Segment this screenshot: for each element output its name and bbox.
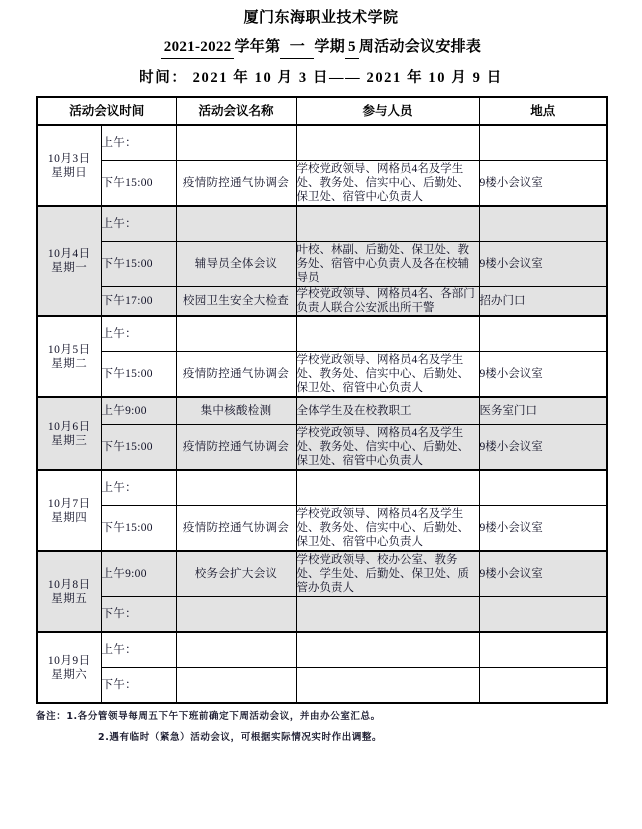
participants-cell: 全体学生及在校教职工 bbox=[296, 397, 479, 425]
participants-cell: 学校党政领导、网格员4名及学生处、教务处、信实中心、后勤处、保卫处、宿管中心负责人 bbox=[296, 425, 479, 471]
notes-item-1: 1.各分管领导每周五下午下班前确定下周活动会议，并由办公室汇总。 bbox=[66, 711, 381, 722]
time-cell: 下午： bbox=[101, 668, 176, 704]
table-header bbox=[37, 97, 607, 125]
subtitle-text-after-year: 学年第 bbox=[234, 39, 281, 55]
weekday-label: 星期五 bbox=[51, 592, 88, 605]
date-range-line: 时间： 2021 年 10 月 3 日—— 2021 年 10 月 9 日 bbox=[139, 70, 503, 86]
notes-label: 备注： bbox=[36, 711, 67, 722]
time-cell: 下午15:00 bbox=[101, 425, 176, 471]
location-cell: 9楼小会议室 bbox=[479, 242, 607, 287]
table-row bbox=[37, 551, 607, 597]
notes-block bbox=[36, 709, 642, 745]
weekday-label: 星期日 bbox=[51, 166, 88, 179]
date-label: 10月3日 bbox=[47, 152, 91, 165]
date-label: 10月5日 bbox=[47, 343, 91, 356]
weekday-label: 星期六 bbox=[51, 668, 88, 681]
location-cell bbox=[479, 206, 607, 242]
meeting-name-cell: 疫情防控通气协调会 bbox=[176, 352, 296, 398]
subtitle-text-after-term: 学期 bbox=[314, 39, 345, 55]
date-cell bbox=[37, 397, 101, 470]
participants-cell bbox=[296, 668, 479, 704]
date-cell bbox=[37, 551, 101, 632]
location-cell bbox=[479, 632, 607, 668]
participants-cell bbox=[296, 470, 479, 506]
meeting-name-cell: 疫情防控通气协调会 bbox=[176, 425, 296, 471]
table-row bbox=[37, 632, 607, 668]
location-cell bbox=[479, 668, 607, 704]
notes-line-1 bbox=[36, 709, 642, 724]
table-row bbox=[37, 206, 607, 242]
location-cell: 医务室门口 bbox=[479, 397, 607, 425]
meeting-name-cell: 疫情防控通气协调会 bbox=[176, 161, 296, 207]
time-cell: 上午： bbox=[101, 316, 176, 352]
document-subtitle bbox=[0, 37, 642, 59]
date-cell bbox=[37, 470, 101, 551]
date-label: 10月6日 bbox=[47, 420, 91, 433]
meeting-name-cell: 疫情防控通气协调会 bbox=[176, 506, 296, 552]
time-cell: 下午： bbox=[101, 597, 176, 633]
table-row bbox=[37, 352, 607, 398]
participants-cell bbox=[296, 632, 479, 668]
date-label: 10月8日 bbox=[47, 578, 91, 591]
date-cell bbox=[37, 632, 101, 703]
page-title: 厦门东海职业技术学院 bbox=[243, 10, 399, 26]
table-header-row bbox=[37, 97, 607, 125]
meeting-name-cell bbox=[176, 206, 296, 242]
location-cell: 9楼小会议室 bbox=[479, 352, 607, 398]
participants-cell: 叶校、林副、后勤处、保卫处、教务处、宿管中心负责人及各在校辅导员 bbox=[296, 242, 479, 287]
time-cell: 下午15:00 bbox=[101, 352, 176, 398]
meeting-name-cell: 校园卫生安全大检查 bbox=[176, 287, 296, 317]
weekday-label: 星期四 bbox=[51, 511, 88, 524]
location-cell: 9楼小会议室 bbox=[479, 425, 607, 471]
time-cell: 上午： bbox=[101, 470, 176, 506]
time-cell: 上午： bbox=[101, 632, 176, 668]
location-cell: 9楼小会议室 bbox=[479, 161, 607, 207]
time-cell: 上午： bbox=[101, 125, 176, 161]
participants-cell bbox=[296, 316, 479, 352]
participants-cell bbox=[296, 597, 479, 633]
subtitle-text-after-week: 周活动会议安排表 bbox=[358, 39, 482, 55]
date-cell bbox=[37, 316, 101, 397]
time-cell: 上午： bbox=[101, 206, 176, 242]
table-row bbox=[37, 470, 607, 506]
date-label: 10月9日 bbox=[47, 654, 91, 667]
time-cell: 下午15:00 bbox=[101, 506, 176, 552]
table-row bbox=[37, 668, 607, 704]
table-row bbox=[37, 161, 607, 207]
participants-cell: 学校党政领导、网格员4名及学生处、教务处、信实中心、后勤处、保卫处、宿管中心负责人 bbox=[296, 161, 479, 207]
date-label: 10月7日 bbox=[47, 497, 91, 510]
participants-cell bbox=[296, 206, 479, 242]
location-cell bbox=[479, 316, 607, 352]
location-cell bbox=[479, 125, 607, 161]
schedule-table bbox=[36, 96, 608, 704]
location-cell bbox=[479, 470, 607, 506]
column-header-people: 参与人员 bbox=[296, 97, 479, 125]
date-cell bbox=[37, 125, 101, 206]
column-header-time: 活动会议时间 bbox=[37, 97, 176, 125]
meeting-name-cell bbox=[176, 632, 296, 668]
meeting-name-cell: 辅导员全体会议 bbox=[176, 242, 296, 287]
time-cell: 下午15:00 bbox=[101, 161, 176, 207]
date-cell bbox=[37, 206, 101, 316]
participants-cell bbox=[296, 125, 479, 161]
weekday-label: 星期二 bbox=[51, 357, 88, 370]
time-cell: 下午15:00 bbox=[101, 242, 176, 287]
notes-line-2: 2.遇有临时（紧急）活动会议，可根据实际情况实时作出调整。 bbox=[98, 732, 383, 743]
meeting-name-cell bbox=[176, 316, 296, 352]
table-row bbox=[37, 597, 607, 633]
weekday-label: 星期一 bbox=[51, 262, 88, 274]
meeting-name-cell: 集中核酸检测 bbox=[176, 397, 296, 425]
meeting-name-cell bbox=[176, 597, 296, 633]
subtitle-term: 一 bbox=[280, 37, 314, 59]
column-header-name: 活动会议名称 bbox=[176, 97, 296, 125]
table-row bbox=[37, 125, 607, 161]
meeting-name-cell bbox=[176, 125, 296, 161]
table-row bbox=[37, 287, 607, 317]
document-page bbox=[0, 8, 642, 829]
participants-cell: 学校党政领导、校办公室、教务处、学生处、后勤处、保卫处、质管办负责人 bbox=[296, 551, 479, 597]
participants-cell: 学校党政领导、网格员4名、各部门负责人联合公安派出所干警 bbox=[296, 287, 479, 317]
date-label: 10月4日 bbox=[47, 248, 91, 260]
subtitle-year-range: 2021-2022 bbox=[161, 37, 235, 59]
meeting-name-cell bbox=[176, 470, 296, 506]
participants-cell: 学校党政领导、网格员4名及学生处、教务处、信实中心、后勤处、保卫处、宿管中心负责人 bbox=[296, 352, 479, 398]
location-cell: 9楼小会议室 bbox=[479, 506, 607, 552]
table-row bbox=[37, 242, 607, 287]
location-cell bbox=[479, 597, 607, 633]
time-cell: 上午9:00 bbox=[101, 551, 176, 597]
table-row bbox=[37, 506, 607, 552]
table-row bbox=[37, 316, 607, 352]
table-row bbox=[37, 397, 607, 425]
participants-cell: 学校党政领导、网格员4名及学生处、教务处、信实中心、后勤处、保卫处、宿管中心负责人 bbox=[296, 506, 479, 552]
location-cell: 招办门口 bbox=[479, 287, 607, 317]
table-body bbox=[37, 125, 607, 703]
time-cell: 下午17:00 bbox=[101, 287, 176, 317]
subtitle-week: 5 bbox=[345, 37, 359, 59]
location-cell: 9楼小会议室 bbox=[479, 551, 607, 597]
table-row bbox=[37, 425, 607, 471]
meeting-name-cell bbox=[176, 668, 296, 704]
weekday-label: 星期三 bbox=[51, 434, 88, 447]
column-header-place: 地点 bbox=[479, 97, 607, 125]
time-cell: 上午9:00 bbox=[101, 397, 176, 425]
meeting-name-cell: 校务会扩大会议 bbox=[176, 551, 296, 597]
